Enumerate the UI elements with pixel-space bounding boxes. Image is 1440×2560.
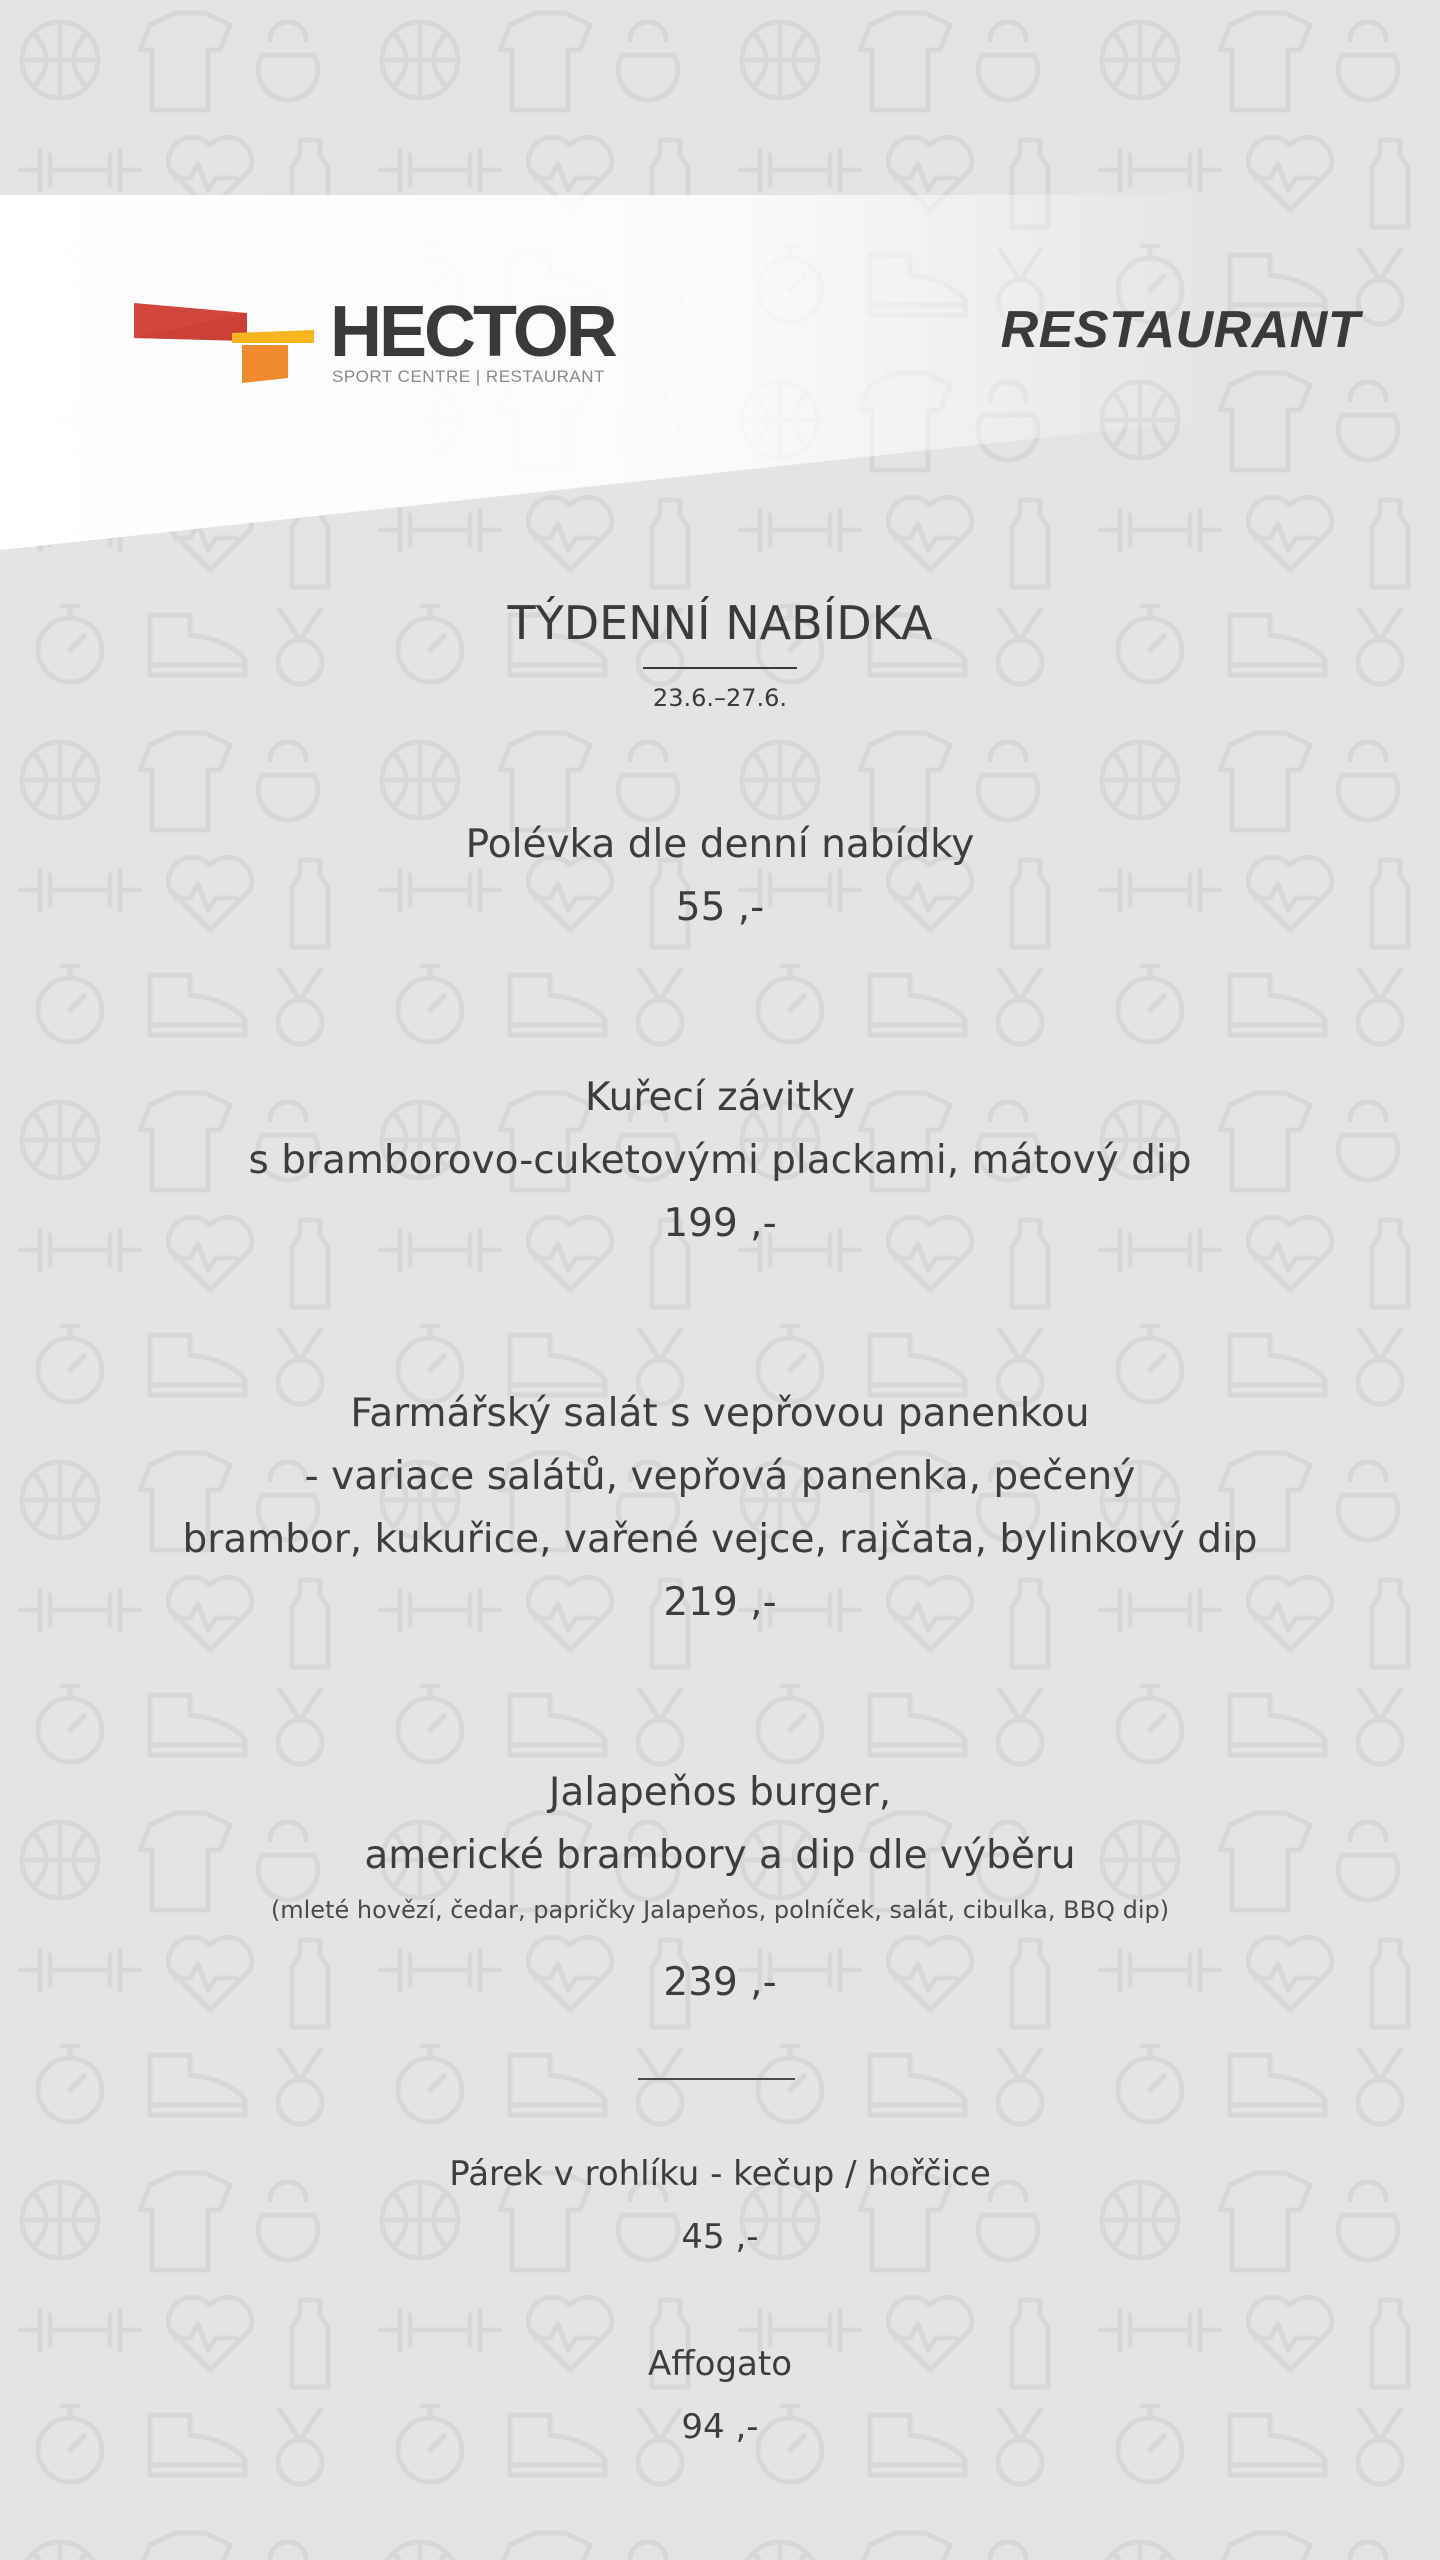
menu-title: TÝDENNÍ NABÍDKA: [507, 596, 933, 650]
extra-item-name: Affogato: [647, 2344, 793, 2384]
menu-item-description: americké brambory a dip dle výběru: [364, 1833, 1076, 1878]
title-underline: [643, 667, 797, 669]
menu-item-description: brambor, kukuřice, vařené vejce, rajčata, bylinkový dip: [182, 1517, 1258, 1562]
brand-name: HECTOR: [330, 292, 615, 372]
menu-item-price: 219 ,-: [663, 1580, 777, 1625]
menu-item-description: - variace salátů, vepřová panenka, pečený: [304, 1454, 1136, 1499]
brand-subtitle: SPORT CENTRE | RESTAURANT: [332, 367, 605, 386]
menu-item-description: s bramborovo-cuketovými plackami, mátový dip: [248, 1138, 1192, 1183]
menu-item-name: Jalapeňos burger,: [548, 1770, 892, 1815]
menu-item-price: 55 ,-: [675, 885, 765, 930]
menu-dates: 23.6.–27.6.: [652, 684, 788, 712]
menu-item-name: Polévka dle denní nabídky: [465, 822, 975, 867]
extra-item-price: 45 ,-: [681, 2217, 759, 2257]
menu-item-note: (mleté hovězí, čedar, papričky Jalapeňos, polníček, salát, cibulka, BBQ dip): [270, 1896, 1170, 1924]
menu-item-name: Farmářský salát s vepřovou panenkou: [350, 1391, 1090, 1436]
restaurant-label: RESTAURANT: [1000, 301, 1360, 359]
extra-item-price: 94 ,-: [681, 2407, 759, 2447]
extra-item-name: Párek v rohlíku - kečup / hořčice: [449, 2154, 991, 2194]
menu-item-price: 199 ,-: [663, 1201, 777, 1246]
menu-item-price: 239 ,-: [663, 1960, 777, 2005]
menu-item-name: Kuřecí závitky: [584, 1075, 856, 1120]
section-divider: [638, 2078, 795, 2080]
